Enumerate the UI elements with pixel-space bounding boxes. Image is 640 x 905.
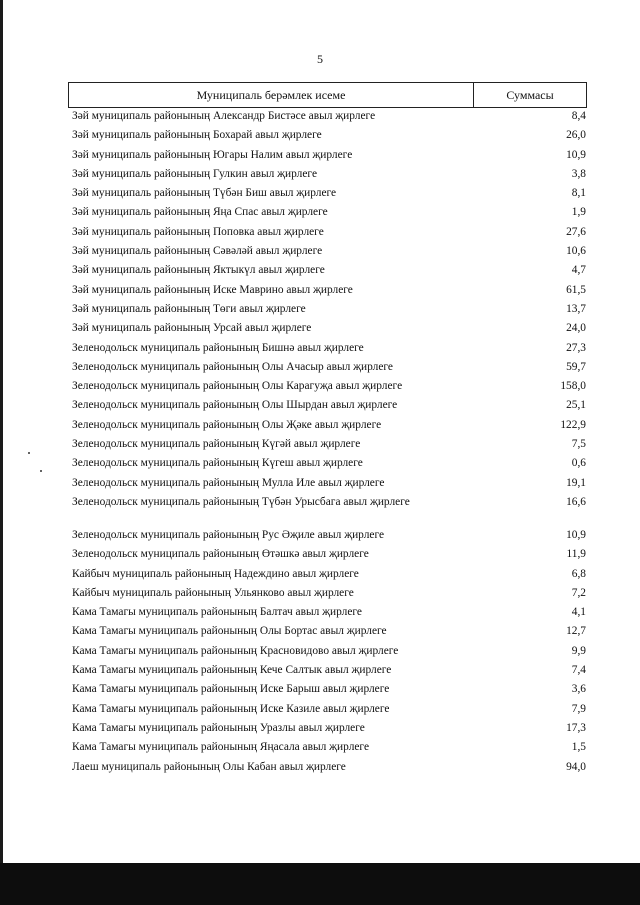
table-row <box>72 245 586 264</box>
row-name: Зеленодольск муниципаль районының Олы Шырдан авыл җирлеге <box>72 399 398 412</box>
row-sum: 0,6 <box>571 457 586 470</box>
row-sum: 1,9 <box>571 206 586 219</box>
row-sum: 6,8 <box>571 567 586 580</box>
row-name: Зеленодольск муниципаль районының Мулла Иле авыл җирлеге <box>72 476 385 489</box>
table-row <box>72 284 586 303</box>
row-sum: 4,1 <box>571 606 586 619</box>
row-name: Кайбыч муниципаль районының Надеждино авыл җирлеге <box>72 567 359 580</box>
table-row <box>72 399 586 418</box>
row-name: Кама Тамагы муниципаль районының Балтач авыл җирлеге <box>72 606 362 619</box>
row-name: Кайбыч муниципаль районының Ульянково авыл җирлеге <box>72 586 354 599</box>
table-row <box>72 187 586 206</box>
row-name: Зәй муниципаль районының Александр Бистәсе авыл җирлеге <box>72 110 376 122</box>
row-sum: 158,0 <box>560 380 586 393</box>
row-name: Зәй муниципаль районының Поповка авыл җирлеге <box>72 225 324 238</box>
row-sum: 61,5 <box>566 283 586 296</box>
scan-left-edge <box>0 0 3 905</box>
table-row <box>72 568 586 587</box>
row-name: Зеленодольск муниципаль районының Бишнә авыл җирлеге <box>72 341 364 354</box>
row-sum: 7,2 <box>571 586 586 599</box>
row-sum: 24,0 <box>566 322 586 335</box>
row-name: Кама Тамагы муниципаль районының Яңасала авыл җирлеге <box>72 741 370 754</box>
row-sum: 16,6 <box>566 495 586 508</box>
table-row <box>72 342 586 361</box>
table-row <box>72 419 586 438</box>
table-row <box>72 761 586 780</box>
table-row <box>72 722 586 741</box>
table-row <box>72 303 586 322</box>
row-name: Зеленодольск муниципаль районының Күгеш авыл җирлеге <box>72 457 363 470</box>
table-row <box>72 529 586 548</box>
row-sum: 4,7 <box>571 264 586 277</box>
row-name: Кама Тамагы муниципаль районының Иске Барыш авыл җирлеге <box>72 683 390 696</box>
row-name: Зеленодольск муниципаль районының Өтәшкә авыл җирлеге <box>72 548 369 561</box>
row-name: Кама Тамагы муниципаль районының Кече Салтык авыл җирлеге <box>72 664 392 677</box>
row-sum: 19,1 <box>566 476 586 489</box>
row-name: Зеленодольск муниципаль районының Олы Ачасыр авыл җирлеге <box>72 360 393 373</box>
table-body <box>72 110 586 780</box>
row-name: Зәй муниципаль районының Иске Маврино авыл җирлеге <box>72 283 353 296</box>
row-sum: 10,9 <box>566 528 586 541</box>
row-sum: 10,6 <box>566 245 586 258</box>
table-row <box>72 606 586 625</box>
row-sum: 7,9 <box>571 702 586 715</box>
row-sum: 59,7 <box>566 360 586 373</box>
table-row <box>72 168 586 187</box>
row-sum: 12,7 <box>566 625 586 638</box>
row-sum: 7,4 <box>571 664 586 677</box>
scan-bottom-edge <box>0 863 640 905</box>
table-row <box>72 226 586 245</box>
table-row <box>72 438 586 457</box>
row-sum: 7,5 <box>571 438 586 451</box>
row-name: Кама Тамагы муниципаль районының Иске Казиле авыл җирлеге <box>72 702 390 715</box>
row-sum: 122,9 <box>560 418 586 431</box>
row-sum: 8,1 <box>571 187 586 200</box>
table-row <box>72 129 586 148</box>
row-name: Лаеш муниципаль районының Олы Кабан авыл җирлеге <box>72 760 346 773</box>
row-name: Зәй муниципаль районының Югары Налим авыл җирлеге <box>72 148 353 161</box>
row-name: Зәй муниципаль районының Яңа Спас авыл җирлеге <box>72 206 328 219</box>
row-name: Зәй муниципаль районының Яктыкүл авыл җирлеге <box>72 264 325 277</box>
table-row <box>72 496 586 529</box>
table-row <box>72 683 586 702</box>
row-name: Зеленодольск муниципаль районының Олы Җәке авыл җирлеге <box>72 418 382 431</box>
row-sum: 26,0 <box>566 129 586 142</box>
scan-speck <box>40 470 42 472</box>
row-sum: 17,3 <box>566 721 586 734</box>
page-number: 5 <box>317 52 323 66</box>
row-name: Кама Тамагы муниципаль районының Олы Бортас авыл җирлеге <box>72 625 387 638</box>
table-row <box>72 206 586 225</box>
table-header <box>68 82 587 108</box>
table-row <box>72 264 586 283</box>
table-row <box>72 625 586 644</box>
row-name: Зәй муниципаль районының Урсай авыл җирлеге <box>72 322 312 335</box>
table-row <box>72 548 586 567</box>
table-row <box>72 664 586 683</box>
row-sum: 8,4 <box>571 110 586 122</box>
row-sum: 27,6 <box>566 225 586 238</box>
row-name: Зәй муниципаль районының Түбән Биш авыл җирлеге <box>72 187 337 200</box>
row-sum: 25,1 <box>566 399 586 412</box>
row-name: Кама Тамагы муниципаль районының Красновидово авыл җирлеге <box>72 644 399 657</box>
table-row <box>72 703 586 722</box>
table-row <box>72 477 586 496</box>
row-sum: 27,3 <box>566 341 586 354</box>
row-sum: 1,5 <box>571 741 586 754</box>
column-header-name: Муниципаль берәмлек исеме <box>69 83 474 107</box>
row-name: Зәй муниципаль районының Сәвәләй авыл җирлеге <box>72 245 323 258</box>
row-sum: 13,7 <box>566 302 586 315</box>
row-sum: 10,9 <box>566 148 586 161</box>
row-name: Зәй муниципаль районының Гулкин авыл җирлеге <box>72 167 318 180</box>
row-sum: 3,8 <box>571 167 586 180</box>
column-header-sum: Суммасы <box>506 87 554 102</box>
table-row <box>72 149 586 168</box>
table-row <box>72 322 586 341</box>
table-row <box>72 361 586 380</box>
scan-speck <box>28 452 30 454</box>
row-name: Кама Тамагы муниципаль районының Уразлы авыл җирлеге <box>72 721 365 734</box>
row-sum: 3,6 <box>571 683 586 696</box>
table-row <box>72 110 586 129</box>
row-sum: 11,9 <box>566 548 586 561</box>
row-name: Зәй муниципаль районының Бохарай авыл җирлеге <box>72 129 322 142</box>
table-row <box>72 587 586 606</box>
row-name: Зеленодольск муниципаль районының Түбән Урысбага авыл җирлеге <box>72 495 410 508</box>
row-name: Зәй муниципаль районының Төги авыл җирлеге <box>72 302 306 315</box>
row-name: Зеленодольск муниципаль районының Олы Карагуҗа авыл җирлеге <box>72 380 403 393</box>
row-sum: 94,0 <box>566 760 586 773</box>
table-row <box>72 741 586 760</box>
row-sum: 9,9 <box>571 644 586 657</box>
row-name: Зеленодольск муниципаль районының Рус Әҗиле авыл җирлеге <box>72 528 385 541</box>
table-row <box>72 380 586 399</box>
table-row <box>72 457 586 476</box>
row-name: Зеленодольск муниципаль районының Күгәй авыл җирлеге <box>72 438 361 451</box>
table-row <box>72 645 586 664</box>
